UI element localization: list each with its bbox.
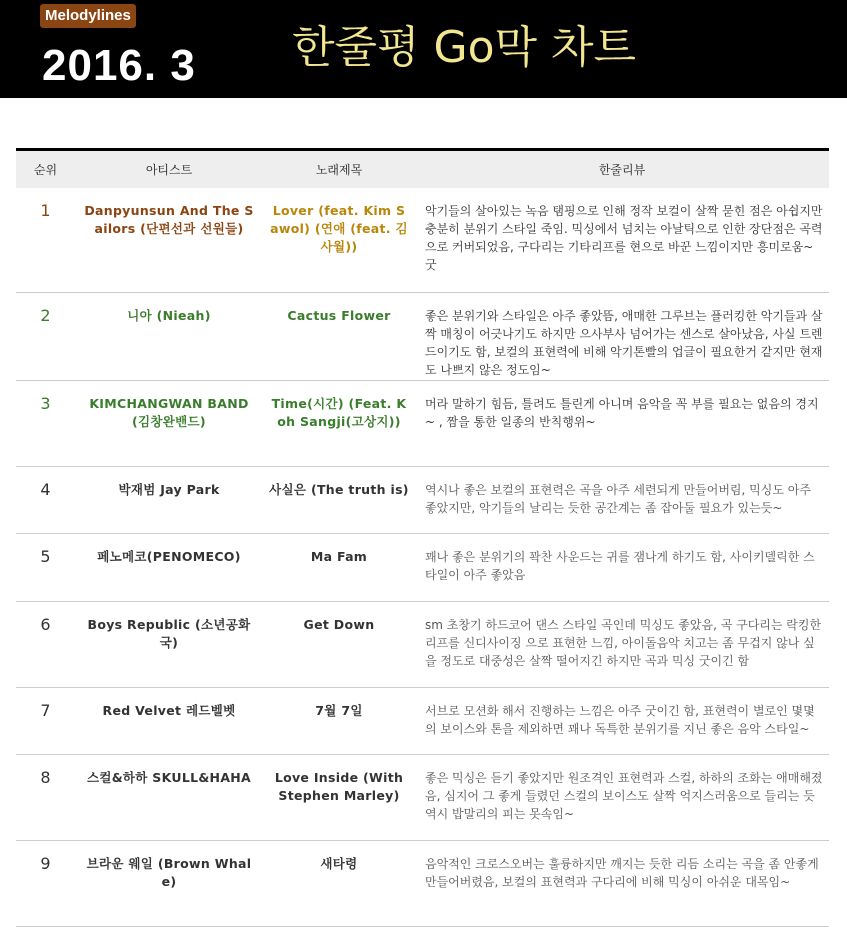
song-cell: Get Down bbox=[263, 601, 415, 687]
review-cell: 음악적인 크로스오버는 훌륭하지만 깨지는 듯한 리듬 소리는 곡을 좀 안좋게 만들어버렸음, 보컬의 표현력과 구다리에 비해 믹싱이 아쉬운 대목임~ bbox=[415, 840, 829, 926]
artist-cell: KIMCHANGWAN BAND(김창완밴드) bbox=[75, 380, 263, 466]
song-cell: Ma Fam bbox=[263, 533, 415, 601]
artist-cell: Boys Republic (소년공화국) bbox=[75, 601, 263, 687]
artist-cell: 스컬&하하 SKULL&HAHA bbox=[75, 754, 263, 840]
artist-cell: Danpyunsun And The Sailors (단편선과 선원들) bbox=[75, 188, 263, 292]
song-cell: Lover (feat. Kim Sawol) (연애 (feat. 김사월)) bbox=[263, 188, 415, 292]
review-cell: 악기들의 살아있는 녹음 탬핑으로 인해 정작 보컬이 살짝 묻힌 점은 아쉽지만 충분히 분위기 스타일 죽임. 믹싱에서 넘치는 아날틱으로 인한 장단점은 곡력으로 커버되었음, 구다리는 기타리프를 현으로 바꾼 느낌이지만 흥미로움~ 굿 bbox=[415, 188, 829, 292]
review-cell: 머라 말하기 힘듬, 틀려도 틀린게 아니며 음악을 꼭 부를 필요는 없음의 경지~ , 짬을 통한 일종의 반칙행위~ bbox=[415, 380, 829, 466]
review-cell: 역시나 좋은 보컬의 표현력은 곡을 아주 세련되게 만들어버림, 믹싱도 아주 좋았지만, 악기들의 날리는 듯한 공간계는 좀 잡아둘 필요가 있는듯~ bbox=[415, 466, 829, 533]
table-header-row bbox=[16, 150, 829, 189]
table-row bbox=[16, 840, 829, 926]
review-cell: 꽤나 좋은 분위기의 꽉찬 사운드는 귀를 잼나게 하기도 함, 사이키델릭한 스타일이 아주 좋았음 bbox=[415, 533, 829, 601]
song-cell: 사실은 (The truth is) bbox=[263, 466, 415, 533]
song-cell: Time(시간) (Feat. Koh Sangji(고상지)) bbox=[263, 380, 415, 466]
song-cell: Love Inside (With Stephen Marley) bbox=[263, 754, 415, 840]
artist-cell: 박재범 Jay Park bbox=[75, 466, 263, 533]
rank-cell: 3 bbox=[16, 380, 75, 466]
table-row bbox=[16, 533, 829, 601]
review-cell: 좋은 분위기와 스타일은 아주 좋았뜸, 애매한 그루브는 플러킹한 악기들과 살짝 매칭이 어긋나기도 하지만 으사부사 넘어가는 센스로 살아났음, 사실 트렌드이기도 함, 보컬의 표현력에 비해 악기톤빨의 업글이 필요한거 같지만 현재도 나쁘지 않은 정도임~ bbox=[415, 292, 829, 380]
artist-cell: Red Velvet 레드벨벳 bbox=[75, 687, 263, 754]
chart-date: 2016. 3 bbox=[42, 41, 196, 90]
column-header-review: 한줄리뷰 bbox=[415, 150, 829, 189]
rank-cell: 9 bbox=[16, 840, 75, 926]
rank-cell: 1 bbox=[16, 188, 75, 292]
table-row bbox=[16, 754, 829, 840]
rank-cell: 8 bbox=[16, 754, 75, 840]
artist-cell: 니아 (Nieah) bbox=[75, 292, 263, 380]
review-cell: 좋은 믹싱은 듣기 좋았지만 원조격인 표현력과 스컬, 하하의 조화는 애매해졌음, 심지어 그 좋게 들렸던 스컬의 보이스도 살짝 억지스러움으로 들리는 듯 역시 밥말리의 피는 못속임~ bbox=[415, 754, 829, 840]
table-row bbox=[16, 466, 829, 533]
artist-cell: 브라운 웨일 (Brown Whale) bbox=[75, 840, 263, 926]
table-row bbox=[16, 188, 829, 292]
chart-title: 한줄평 Go막 차트 bbox=[292, 22, 637, 73]
review-cell: 서브로 모션화 해서 진행하는 느낌은 아주 굿이긴 함, 표현력이 별로인 몇몇의 보이스와 톤을 제외하면 꽤나 독특한 분위기를 지닌 좋은 음악 스타일~ bbox=[415, 687, 829, 754]
rank-cell: 6 bbox=[16, 601, 75, 687]
column-header-song: 노래제목 bbox=[263, 150, 415, 189]
rank-cell: 4 bbox=[16, 466, 75, 533]
chart-table-wrapper bbox=[16, 148, 829, 927]
rank-cell: 2 bbox=[16, 292, 75, 380]
song-cell: 새타령 bbox=[263, 840, 415, 926]
site-badge: Melodylines bbox=[40, 4, 136, 28]
table-row bbox=[16, 687, 829, 754]
table-row bbox=[16, 292, 829, 380]
table-row bbox=[16, 601, 829, 687]
chart-banner bbox=[0, 0, 847, 98]
table-row bbox=[16, 380, 829, 466]
song-cell: Cactus Flower bbox=[263, 292, 415, 380]
column-header-artist: 아티스트 bbox=[75, 150, 263, 189]
artist-cell: 페노메코(PENOMECO) bbox=[75, 533, 263, 601]
song-cell: 7월 7일 bbox=[263, 687, 415, 754]
chart-table bbox=[16, 148, 829, 927]
review-cell: sm 초창기 하드코어 댄스 스타일 곡인데 믹싱도 좋았음, 곡 구다리는 락킹한 리프를 신디사이징 으로 표현한 느낌, 아이돌음악 치고는 좀 무겁지 않나 싶을 정도로 대중성은 살짝 떨어지긴 하지만 곡과 믹싱 굿이긴 함 bbox=[415, 601, 829, 687]
rank-cell: 5 bbox=[16, 533, 75, 601]
rank-cell: 7 bbox=[16, 687, 75, 754]
column-header-rank: 순위 bbox=[16, 150, 75, 189]
